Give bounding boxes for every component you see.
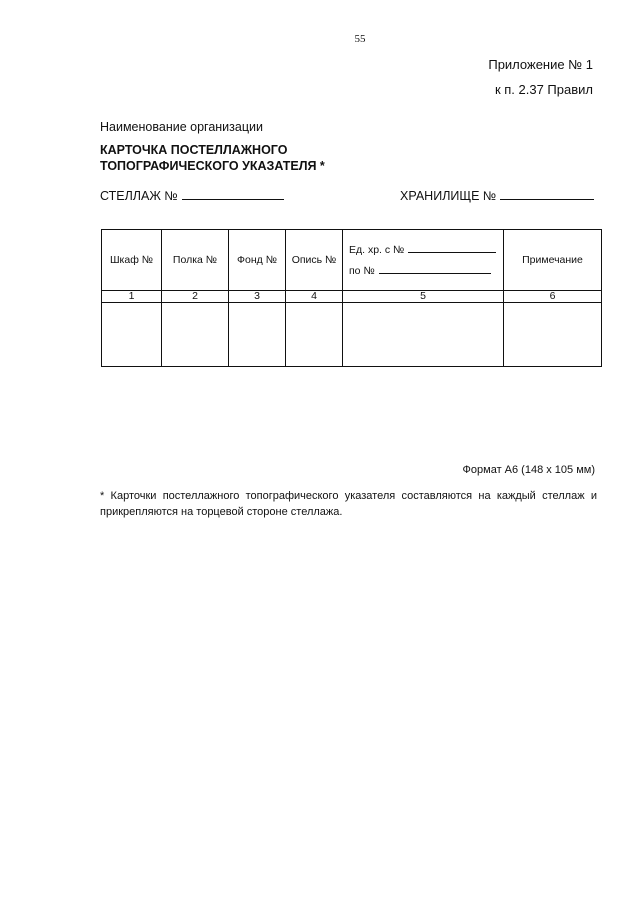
- organization-label: Наименование организации: [100, 120, 263, 134]
- storage-field: [400, 188, 594, 203]
- units-to-line: [349, 263, 497, 278]
- column-number-row: [102, 291, 602, 303]
- entry-cell: [286, 303, 343, 367]
- units-to-label: по №: [349, 265, 375, 277]
- appendix-reference: к п. 2.37 Правил: [494, 82, 593, 97]
- entry-cell: [504, 303, 602, 367]
- topographic-card-table: [101, 229, 602, 367]
- column-number: 2: [162, 291, 229, 303]
- units-to-blank: [379, 263, 491, 274]
- column-number: 4: [286, 291, 343, 303]
- units-from-blank: [408, 242, 496, 253]
- footnote: * Карточки постеллажного топографического указателя составляются на каждый стеллаж и прикрепляются на торцевой стороне стеллажа.: [100, 490, 597, 518]
- column-number: 6: [504, 291, 602, 303]
- entry-cell: [162, 303, 229, 367]
- rack-label: СТЕЛЛАЖ №: [100, 189, 178, 203]
- header-cabinet: Шкаф №: [102, 230, 162, 291]
- appendix-title: Приложение № 1: [488, 57, 593, 72]
- entry-cell: [343, 303, 504, 367]
- header-inventory: Опись №: [286, 230, 343, 291]
- header-storage-units: [343, 230, 504, 291]
- card-title-line-1: КАРТОЧКА ПОСТЕЛЛАЖНОГО: [100, 143, 288, 157]
- header-shelf: Полка №: [162, 230, 229, 291]
- entry-cell: [102, 303, 162, 367]
- rack-field: [100, 188, 284, 203]
- table-header-row: [102, 230, 602, 291]
- column-number: 1: [102, 291, 162, 303]
- units-from-label: Ед. хр. с №: [349, 244, 405, 256]
- format-note: Формат А6 (148 х 105 мм): [462, 464, 595, 476]
- units-from-line: [349, 242, 497, 257]
- page-number: 55: [354, 33, 366, 45]
- empty-entry-row: [102, 303, 602, 367]
- header-note: Примечание: [504, 230, 602, 291]
- entry-cell: [229, 303, 286, 367]
- card-title: [100, 142, 325, 174]
- column-number: 5: [343, 291, 504, 303]
- storage-blank-line: [500, 188, 594, 200]
- storage-label: ХРАНИЛИЩЕ №: [400, 189, 497, 203]
- column-number: 3: [229, 291, 286, 303]
- card-title-line-2: ТОПОГРАФИЧЕСКОГО УКАЗАТЕЛЯ *: [100, 159, 325, 173]
- rack-blank-line: [182, 188, 284, 200]
- header-fond: Фонд №: [229, 230, 286, 291]
